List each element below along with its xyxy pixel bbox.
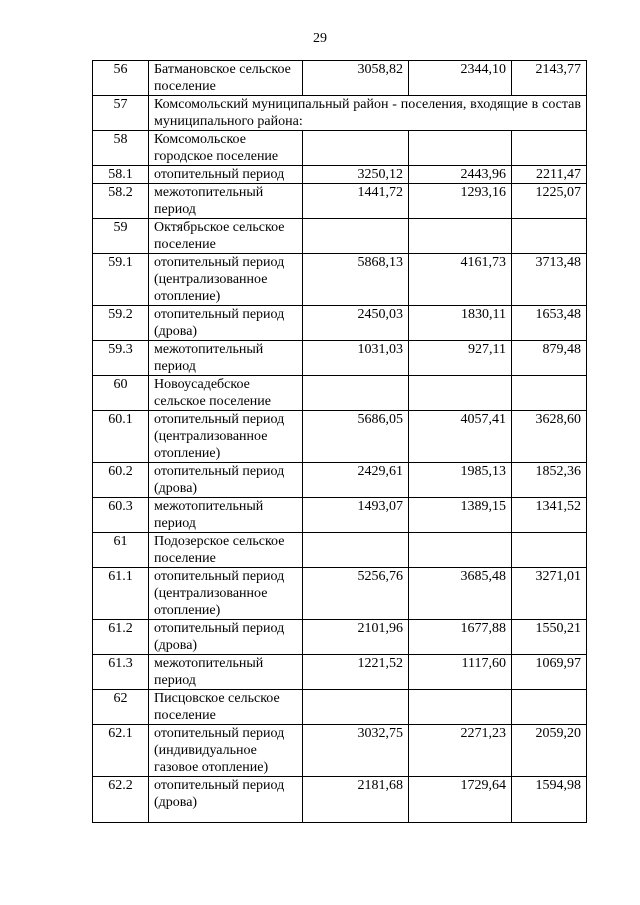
value-cell-1: 1221,52 — [303, 655, 409, 690]
row-name: отопительный период (индивидуальное газовое отопление) — [149, 725, 303, 777]
value-cell-2: 927,11 — [409, 341, 512, 376]
value-cell-2: 4057,41 — [409, 411, 512, 463]
row-number: 61 — [93, 533, 149, 568]
row-number: 61.2 — [93, 620, 149, 655]
row-name: отопительный период (централизованное отопление) — [149, 568, 303, 620]
value-cell-3 — [512, 219, 587, 254]
value-cell-3: 879,48 — [512, 341, 587, 376]
value-cell-3: 1069,97 — [512, 655, 587, 690]
row-number: 62.1 — [93, 725, 149, 777]
row-number: 62 — [93, 690, 149, 725]
value-cell-1 — [303, 131, 409, 166]
row-number: 60.1 — [93, 411, 149, 463]
value-cell-1 — [303, 533, 409, 568]
row-name: отопительный период (дрова) — [149, 306, 303, 341]
table-row — [93, 341, 587, 376]
row-name: межотопительный период — [149, 655, 303, 690]
row-name: Комсомольское городское поселение — [149, 131, 303, 166]
row-name: отопительный период (дрова) — [149, 777, 303, 823]
value-cell-2: 3685,48 — [409, 568, 512, 620]
value-cell-2: 2443,96 — [409, 166, 512, 184]
value-cell-3 — [512, 533, 587, 568]
row-number: 59.2 — [93, 306, 149, 341]
value-cell-1: 2450,03 — [303, 306, 409, 341]
section-header-cell: Комсомольский муниципальный район - поселения, входящие в состав муниципального района: — [149, 96, 587, 131]
table-row — [93, 620, 587, 655]
table-row — [93, 777, 587, 823]
value-cell-3 — [512, 690, 587, 725]
row-number: 60.3 — [93, 498, 149, 533]
table-row — [93, 219, 587, 254]
value-cell-2: 1985,13 — [409, 463, 512, 498]
value-cell-1: 1031,03 — [303, 341, 409, 376]
value-cell-3: 1225,07 — [512, 184, 587, 219]
value-cell-2 — [409, 376, 512, 411]
value-cell-2: 2344,10 — [409, 61, 512, 96]
value-cell-1: 5686,05 — [303, 411, 409, 463]
row-number: 58.1 — [93, 166, 149, 184]
value-cell-1 — [303, 690, 409, 725]
row-number: 60.2 — [93, 463, 149, 498]
row-number: 58 — [93, 131, 149, 166]
value-cell-1: 2429,61 — [303, 463, 409, 498]
value-cell-1: 2181,68 — [303, 777, 409, 823]
value-cell-3: 1653,48 — [512, 306, 587, 341]
value-cell-1: 3058,82 — [303, 61, 409, 96]
value-cell-1: 1441,72 — [303, 184, 409, 219]
value-cell-2: 2271,23 — [409, 725, 512, 777]
row-name: отопительный период (централизованное отопление) — [149, 254, 303, 306]
table-row — [93, 166, 587, 184]
table-row — [93, 655, 587, 690]
value-cell-2: 1389,15 — [409, 498, 512, 533]
table-row — [93, 61, 587, 96]
row-number: 61.1 — [93, 568, 149, 620]
row-number: 59 — [93, 219, 149, 254]
value-cell-3: 2143,77 — [512, 61, 587, 96]
value-cell-1 — [303, 219, 409, 254]
row-number: 58.2 — [93, 184, 149, 219]
row-name: межотопительный период — [149, 184, 303, 219]
row-name: отопительный период (дрова) — [149, 620, 303, 655]
row-name: отопительный период — [149, 166, 303, 184]
table-row — [93, 463, 587, 498]
row-name: Октябрьское сельское поселение — [149, 219, 303, 254]
value-cell-2: 1830,11 — [409, 306, 512, 341]
table-row — [93, 306, 587, 341]
row-number: 62.2 — [93, 777, 149, 823]
table-row — [93, 376, 587, 411]
value-cell-2: 1729,64 — [409, 777, 512, 823]
page-number: 29 — [313, 31, 327, 46]
value-cell-2: 1293,16 — [409, 184, 512, 219]
row-number: 59.1 — [93, 254, 149, 306]
value-cell-3: 1341,52 — [512, 498, 587, 533]
value-cell-2 — [409, 533, 512, 568]
row-name: отопительный период (дрова) — [149, 463, 303, 498]
value-cell-3: 1852,36 — [512, 463, 587, 498]
row-number: 60 — [93, 376, 149, 411]
table-row — [93, 498, 587, 533]
value-cell-1: 3032,75 — [303, 725, 409, 777]
row-name: межотопительный период — [149, 498, 303, 533]
value-cell-1: 5868,13 — [303, 254, 409, 306]
table-row — [93, 533, 587, 568]
value-cell-3 — [512, 131, 587, 166]
value-cell-3: 2059,20 — [512, 725, 587, 777]
table-row — [93, 411, 587, 463]
value-cell-3: 3628,60 — [512, 411, 587, 463]
row-number: 59.3 — [93, 341, 149, 376]
value-cell-2: 4161,73 — [409, 254, 512, 306]
value-cell-1: 5256,76 — [303, 568, 409, 620]
value-cell-1: 3250,12 — [303, 166, 409, 184]
value-cell-1 — [303, 376, 409, 411]
value-cell-3: 3713,48 — [512, 254, 587, 306]
row-number: 61.3 — [93, 655, 149, 690]
value-cell-3: 1594,98 — [512, 777, 587, 823]
value-cell-3: 3271,01 — [512, 568, 587, 620]
table-row — [93, 568, 587, 620]
row-name: Подозерское сельское поселение — [149, 533, 303, 568]
row-name: межотопительный период — [149, 341, 303, 376]
table-row — [93, 725, 587, 777]
row-name: отопительный период (централизованное отопление) — [149, 411, 303, 463]
row-number: 56 — [93, 61, 149, 96]
value-cell-2 — [409, 690, 512, 725]
row-name: Писцовское сельское поселение — [149, 690, 303, 725]
value-cell-1: 2101,96 — [303, 620, 409, 655]
table-row — [93, 690, 587, 725]
row-name: Батмановское сельское поселение — [149, 61, 303, 96]
table-row — [93, 184, 587, 219]
table-row — [93, 254, 587, 306]
table-row — [93, 96, 587, 131]
row-name: Новоусадебское сельское поселение — [149, 376, 303, 411]
value-cell-2 — [409, 131, 512, 166]
tariff-table — [92, 60, 587, 823]
table-row — [93, 131, 587, 166]
value-cell-1: 1493,07 — [303, 498, 409, 533]
value-cell-2: 1117,60 — [409, 655, 512, 690]
value-cell-3 — [512, 376, 587, 411]
value-cell-2: 1677,88 — [409, 620, 512, 655]
value-cell-3: 2211,47 — [512, 166, 587, 184]
row-number: 57 — [93, 96, 149, 131]
value-cell-2 — [409, 219, 512, 254]
value-cell-3: 1550,21 — [512, 620, 587, 655]
